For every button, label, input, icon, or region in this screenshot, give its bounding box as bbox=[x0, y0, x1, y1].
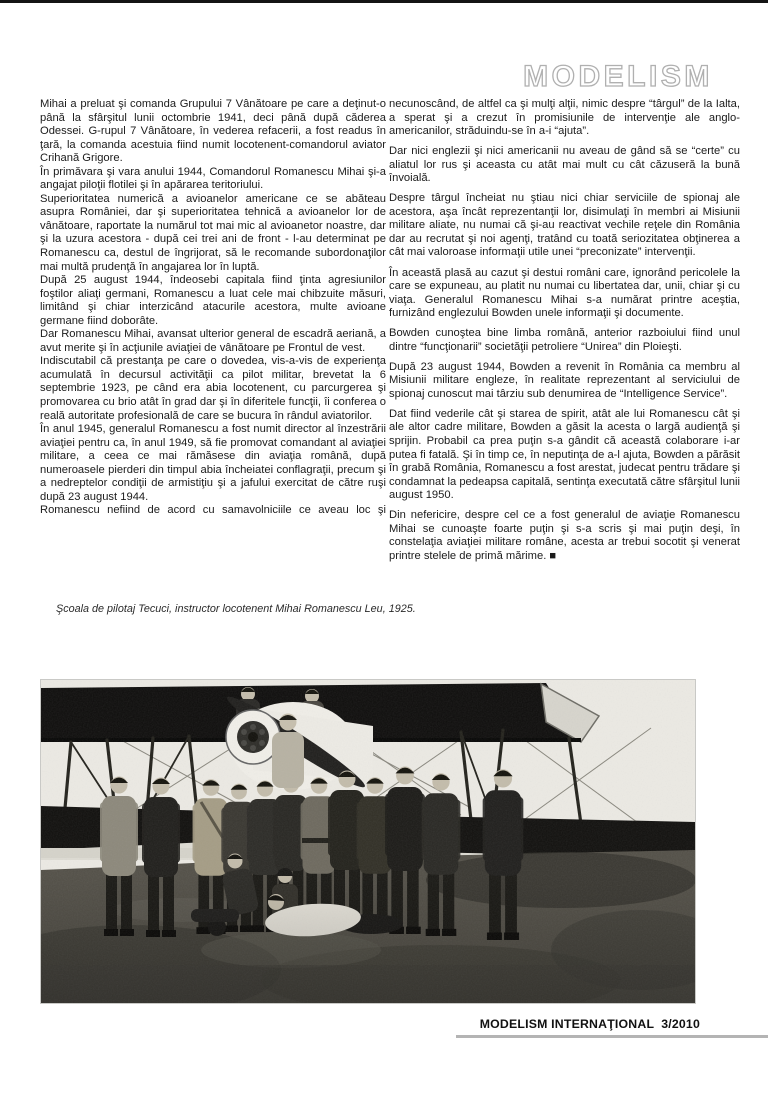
page-top-border bbox=[0, 0, 768, 3]
paragraph: necunoscând, de altfel ca şi mulţi alţii, nimic despre “târgul” de la Ialta, a sperat şi a crezut în promisiunile de intervenţie ale anglo-americanilor, străduindu-se în a-i “ajuta”. bbox=[389, 98, 740, 138]
paragraph: Dar nici englezii şi nici americanii nu aveau de gând să se “certe” cu aliatul lor rus şi aceasta cu atât mai mult cu cât căzuseră la bună învoială. bbox=[389, 145, 740, 185]
paragraph: După 25 august 1944, îndeosebi capitala fiind ţinta agresiunilor foştilor aliaţi germani, Romanescu a luat cele mai chibzuite măsuri, limitând şi chiar interzicând atacurile acestora, multe avioane germane fiind doborâte. bbox=[40, 274, 386, 327]
paragraph: Din nefericire, despre cel ce a fost generalul de aviaţie Romanescu Mihai se cunoaşte foarte puţin şi s-a scris şi mai puţin deşi, în constelaţia aviaţiei militare române, acesta ar trebui socotit şi venerat printre stelele de primă mărime. ■ bbox=[389, 509, 740, 562]
photo-caption: Şcoala de pilotaj Tecuci, instructor locotenent Mihai Romanescu Leu, 1925. bbox=[56, 603, 416, 615]
paragraph: Indiscutabil că prestanţa pe care o dovedea, vis-a-vis de experienţa acumulată în decursul activităţii ca pilot militar, brevetat la 6 septembrie 1923, pe când era abia locotenent, cu parcurgerea şi promovarea cu brio atât în grad dar şi în diferitele funcţii, îi conferea o reală autoritate profesională de care se bucura în rândul aviatorilor. bbox=[40, 355, 386, 422]
article-left-column bbox=[40, 98, 386, 518]
paragraph: În această plasă au cazut şi destui români care, ignorând pericolele la care se expuneau, au platit nu numai cu libertatea dar, unii, chiar şi cu viaţa. Generalul Romanescu Mihai s-a numărat printre aceştia, furnizând englezului Bowden unele informaţii şi documente. bbox=[389, 266, 740, 320]
paragraph: Dat fiind vederile cât şi starea de spirit, atât ale lui Romanescu cât şi ale altor cadre militare, Bowden a găsit la acesta o largă audienţă şi sprijin. Probabil ca prea puţin s-a gândit că această colaborare i-ar putea fi fatală. Şi în timp ce, în neputinţa de a-l ajuta, Bowden a părăsit în grabă România, Romanescu a fost arestat, judecat pentru trădare şi condamnat la pedeapsa capitală, sentinţa executată către sfârşitul lunii august 1950. bbox=[389, 407, 740, 502]
footer-rule bbox=[456, 1035, 768, 1038]
page-footer bbox=[480, 1017, 700, 1031]
paragraph: În anul 1945, generalul Romanescu a fost numit director al înzestrării aviaţiei pentru ca, în anul 1949, să fie promovat comandant al aviaţiei militare, a ceea ce mai rămăsese din aviaţia română, după numeroasele pierderi din timpul abia încheiatei conflagraţii, precum şi a nedreptelor condiţii de armistiţiu şi a jafului exercitat de către ruşi după 23 august 1944. bbox=[40, 423, 386, 503]
paragraph: După 23 august 1944, Bowden a revenit în România ca membru al Misiunii militare engleze, în realitate reprezentant al serviciului de spionaj cunoscut mai târziu sub denumirea de “Intelligence Service”. bbox=[389, 360, 740, 400]
paragraph: Romanescu nefiind de acord cu samavolniciile ce aveau loc şi bbox=[40, 504, 386, 517]
modelism-logo bbox=[518, 55, 718, 97]
footer-issue: 3/2010 bbox=[661, 1017, 700, 1031]
paragraph: În primăvara şi vara anului 1944, Comandorul Romanescu Mihai şi-a angajat piloţii flotilei şi în apărarea teritoriului. bbox=[40, 165, 386, 192]
article-right-column bbox=[389, 98, 740, 570]
paragraph: Dar Romanescu Mihai, avansat ulterior general de escadră aeriană, a avut merite şi în acţiunile aviaţiei de vânătoare pe Frontul de vest. bbox=[40, 328, 386, 354]
footer-title: MODELISM INTERNAŢIONAL bbox=[479, 1017, 655, 1031]
paragraph: Despre târgul încheiat nu ştiau nici chiar serviciile de spionaj ale acestora, aşa încât reprezentanţii lor, disimulaţi în membri ai Misiunii militare aliate, nu numai că şi-au reactivat vechile reţele din România dar au recrutat şi noi agenţi, tratând cu toată seriozitatea obţinerea a cât mai valoroase informaţii utile unei “preconizate” intervenţii. bbox=[389, 192, 740, 259]
paragraph: Mihai a preluat şi comanda Grupului 7 Vânătoare pe care a deţinut-o până la sfârşitul lunii octombrie 1941, deci până după căderea Odessei. G-rupul 7 Vânătoare, în vederea refacerii, a fost readus în ţară, la comanda acestuia fiind numit locotenent-comandorul aviator Crihană Grigore. bbox=[40, 98, 386, 165]
logo-text: MODELISM bbox=[523, 60, 713, 93]
photo-biplane-group bbox=[41, 680, 695, 1003]
paragraph: Bowden cunoştea bine limba română, anterior razboiului fiind unul dintre “funcţionarii” societăţii petroliere “Unirea” din Ploieşti. bbox=[389, 327, 740, 353]
paragraph: Superioritatea numerică a avioanelor americane ce se abăteau asupra României, dar şi superioritatea tehnică a avioanelor lor de vânătoare, raportate la numărul tot mai mic al avioanetor noastre, dar şi la uzura acestora - după cei trei ani de front - l-au determinat pe Romanescu ca, destul de îngrijorat, să le recomande subordonaţilor mai multă prudenţă în angajarea lor în luptă. bbox=[40, 192, 386, 273]
